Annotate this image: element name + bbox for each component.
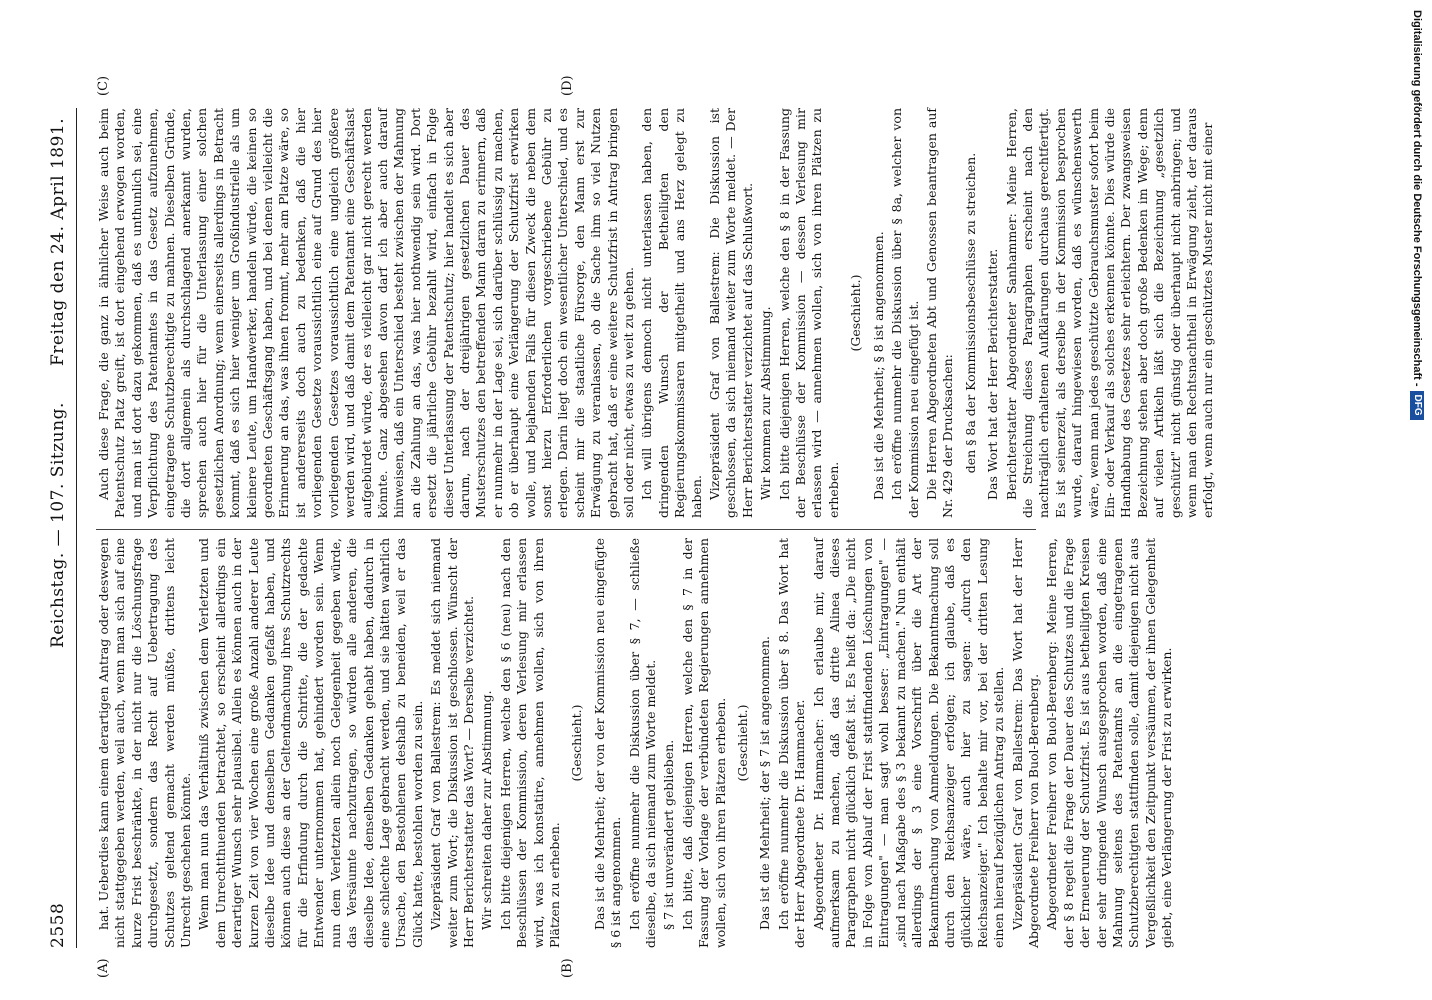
paragraph: Wenn man nun das Verhältniß zwischen dem Verletzten und dem Unrechtthuenden betrachtet, so erscheint allerdings ein derartiger Wunsch sehr plausibel. Allein es können auch in der kurzen Zeit von vier Wochen eine große Anzahl anderer Leute dieselbe Idee und denselben Gedanken gefaßt haben, und können auch diese an der Geltendmachung ihres Schutzrechts für die Erfindung durch die Schritte, die der gedachte Entwender unternommen hat, gehindert worden sein. Wenn nun dem Verletzten allein noch Gelegenheit gegeben würde, das Versäumte nachzutragen, so würden alle anderen, die dieselbe Idee, denselben Gedanken gehabt haben, dadurch in eine schlechte Lage gebracht werden, und sie hätten wahrlich Ursache, den Bestohlenen deshalb zu beneiden, weil er das Glück hatte, bestohlen worden zu sein.: [196, 538, 425, 948]
stage-direction: (Geschieht.): [569, 704, 585, 782]
left-column: [96, 538, 1175, 948]
column-divider: [96, 529, 1036, 530]
paragraph: Das ist die Mehrheit; der § 7 ist angenommen.: [757, 635, 773, 930]
page-number: 2558: [48, 902, 68, 948]
paragraph: Wir kommen zur Abstimmung.: [758, 306, 774, 500]
dfg-logo: DFG: [1410, 391, 1424, 420]
paragraph: Abgeordneter Dr. Hammacher: Ich erlaube mir, darauf aufmerksam zu machen, daß das dritte Alinea dieses Paragraphen nicht glücklich gefaßt ist. Es heißt da: „Die nicht in Folge von Ablauf der Frist stattfindenden Löschungen von Eintragungen" — man sagt wohl besser: „Eintragungen" — „sind nach Maßgabe des § 3 bekannt zu machen." Nun enthält allerdings der § 3 eine Vorschrift über die Art der Bekanntmachung von Anmeldungen. Die Bekanntmachung soll durch den Reichsanzeiger erfolgen; ich glaube, daß es glücklicher wäre, auch hier zu sagen: „durch den Reichsanzeiger." Ich behalte mir vor, bei der dritten Lesung einen hierauf bezüglichen Antrag zu stellen.: [810, 538, 1007, 948]
margin-marker-c: (C): [96, 75, 111, 96]
paragraph: Das ist die Mehrheit; § 8 ist angenommen.: [870, 231, 886, 500]
margin-marker-d: (D): [560, 75, 575, 96]
paragraph: Vizepräsident Graf von Ballestrem: Es meldet sich niemand weiter zum Wort; die Diskussion ist geschlossen. Wünscht der Herr Berichterstatter das Wort? — Derselbe verzichtet.: [428, 538, 476, 948]
credit-line: [1402, 10, 1432, 990]
paragraph: Das ist die Mehrheit; der von der Kommission neu eingefügte § 6 ist angenommen.: [591, 538, 624, 948]
paragraph: Auch diese Frage, die ganz in ähnlicher Weise auch beim Patentschutz Platz greift, ist dort eingehend erwogen worden, und man ist dort dazu gekommen, daß es unthunlich sei, eine Verpflichtung des Patentamtes in das Gesetz aufzunehmen, eingetragene Schutzberechtigte zu mahnen. Dieselben Gründe, die dort allgemein als durchschlagend anerkannt wurden, sprechen auch hier für die Unterlassung einer solchen gesetzlichen Anordnung; wenn einerseits allerdings in Betracht kommt, daß es sich hier weniger um Großindustrielle als um kleinere Leute, um Handwerker, handeln würde, die keinen so geordneten Geschäftsgang haben, und bei denen vielleicht die Erinnerung an das, was ihnen frommt, mehr am Platze wäre, so ist andererseits doch auch zu bedenken, daß die hier vorliegenden Gesetze voraussichtlich eine auf Grund des hier vorliegenden Gesetzes voraussichtlich eine ungleich größere werden wird, und daß damit dem Patentamt eine Geschäftslast aufgebürdet würde, der es vielleicht gar nicht gerecht werden könnte. Ganz abgesehen davon darf ich aber auch darauf hinweisen, daß ein Unterschied besteht zwischen der Mahnung an die Zahlung an das, was hier nothwendig sein wird. Dort ersetzt die jährliche Gebühr bezahlt wird, einfach in Folge dieser Unterlassung der Patentschutz; hier handelt es sich aber darum, nach der dreijährigen gesetzlichen Dauer des Musterschutzes den betreffenden Mann daran zu erinnern, daß er nunmehr in der Lage sei, sich darüber schlüssig zu machen, ob er überhaupt eine Verlängerung der Schutzfrist erwirken wolle, und bejahenden Falls für diesen Zweck die neben dem sonst hierzu Erforderlichen vorgeschriebene Gebühr zu erlegen. Darin liegt doch ein wesentlicher Unterschied, und es scheint mir die staatliche Fürsorge, den Mann erst zur Erwägung zu veranlassen, ob die Sache ihm so viel Nutzen gebracht hat, daß er eine weitere Schutzfrist in Antrag bringen soll oder nicht, etwas zu weit zu gehen.: [96, 108, 636, 518]
margin-marker-b: (B): [560, 958, 575, 978]
credit-text: Digitalisierung gefördert durch die Deutsche Forschungsgemeinschaft -: [1411, 10, 1423, 387]
paragraph: Ich bitte, daß diejenigen Herren, welche den § 7 in der Fassung der Vorlage der verbündeten Regierungen annehmen wollen, sich von ihren Plätzen erheben.: [679, 538, 728, 948]
session-title: Reichstag. — 107. Sitzung.: [48, 402, 68, 648]
paragraph: Die Herren Abgeordneten Abt und Genossen beantragen auf Nr. 429 der Drucksachen:: [923, 108, 956, 518]
page-header: [46, 108, 77, 948]
paragraph: § 7 ist unverändert geblieben.: [661, 739, 677, 930]
quoted-motion: den § 8a der Kommissionsbeschlüsse zu streichen.: [962, 152, 978, 474]
paragraph: Das Wort hat der Herr Berichterstatter.: [985, 248, 1001, 500]
paragraph: Ich bitte diejenigen Herren, welche den § 6 (neu) nach den Beschlüssen der Kommission, deren Verlesung mir erlassen wird, was ich konstatire, annehmen wollen, sich von ihren Plätzen zu erheben.: [497, 538, 562, 948]
margin-marker-a: (A): [96, 958, 111, 978]
stage-direction: (Geschieht.): [848, 274, 864, 352]
paragraph: Abgeordneter Freiherr von Buol-Berenberg: Meine Herren, der § 8 regelt die Frage der Dauer des Schutzes und die Frage der Erneuerung der Schutzfrist. Es ist aus betheiligten Kreisen der sehr dringende Wunsch ausgesprochen worden, daß eine Mahnung seitens des Patentamts an die eingetragenen Schutzberechtigten stattfinden solle, damit diejenigen nicht aus Vergeßlichkeit den Zeitpunkt versäumen, der ihnen Gelegenheit giebt, eine Verlängerung der Frist zu erwirken.: [1044, 538, 1175, 948]
paragraph: Vizepräsident Graf von Ballestrem: Die Diskussion ist geschlossen, da sich niemand weiter zum Worte meldet. — Der Herr Berichterstatter verzichtet auf das Schlußwort.: [707, 108, 755, 518]
paragraph: Ich eröffne nunmehr die Diskussion über § 7, — schließe dieselbe, da sich niemand zum Worte meldet.: [626, 538, 658, 948]
right-column: [96, 108, 1216, 518]
stage-direction: (Geschieht.): [735, 704, 751, 782]
paragraph: Ich bitte diejenigen Herren, welche den § 8 in der Fassung der Beschlüsse der Kommission — dessen Verlesung mir erlassen wird — annehmen wollen, sich von ihren Plätzen zu erheben.: [776, 108, 841, 518]
paragraph: Ich eröffne nunmehr die Diskussion über § 8. Das Wort hat der Herr Abgeordnete Dr. Hammacher.: [775, 538, 808, 948]
paragraph: hat. Ueberdies kann einem derartigen Antrag oder deswegen nicht stattgegeben werden, weil auch, wenn man sich auf eine kurze Frist beschränkte, in der nicht nur die Löschungsfrage durchgesetzt, sondern das Recht auf Uebertragung des Schutzes geltend gemacht werden müßte, drittens leicht Unrecht geschehen könnte.: [96, 538, 194, 948]
paragraph: Ich will übrigens dennoch nicht unterlassen haben, den dringenden Wunsch der Betheiligten den Regierungskommissaren mitgetheilt und ans Herz gelegt zu haben.: [639, 108, 704, 518]
paragraph: Ich eröffne nunmehr die Diskussion über § 8a, welcher von der Kommission neu eingefügt ist.: [889, 108, 921, 518]
paragraph: Vizepräsident Graf von Ballestrem: Das Wort hat der Herr Abgeordnete Freiherr von Buol-Berenberg.: [1009, 538, 1041, 948]
paragraph: Wir schreiten daher zur Abstimmung.: [479, 690, 495, 930]
digitization-credit: [1402, 10, 1432, 990]
session-date: Freitag den 24. April 1891.: [48, 117, 68, 366]
paragraph: Berichterstatter Abgeordneter Sanhammer: Meine Herren, die Streichung dieses Paragraphen erscheint nach den nachträglich erhaltenen Aufklärungen durchaus gerechtfertigt. Es ist seinerzeit, als derselbe in der Kommission besprochen wurde, darauf hingewiesen worden, daß es wünschenswerth wäre, wenn man jedes geschützte Gebrauchsmuster sofort beim Ein- oder Verkauf als solches erkennen könnte. Dies würde die Handhabung des Gesetzes sehr erleichtern. Der zwangsweisen Bezeichnung stehen aber doch große Bedenken im Wege; denn auf vielen Artikeln läßt sich die Bezeichnung „gesetzlich geschützt" nicht günstig oder überhaupt nicht anbringen; und wenn man den Rechtsnachtheil in Erwägung zieht, der daraus erfolgt, wenn auch nur ein geschütztes Muster nicht mit einer: [1003, 108, 1216, 518]
